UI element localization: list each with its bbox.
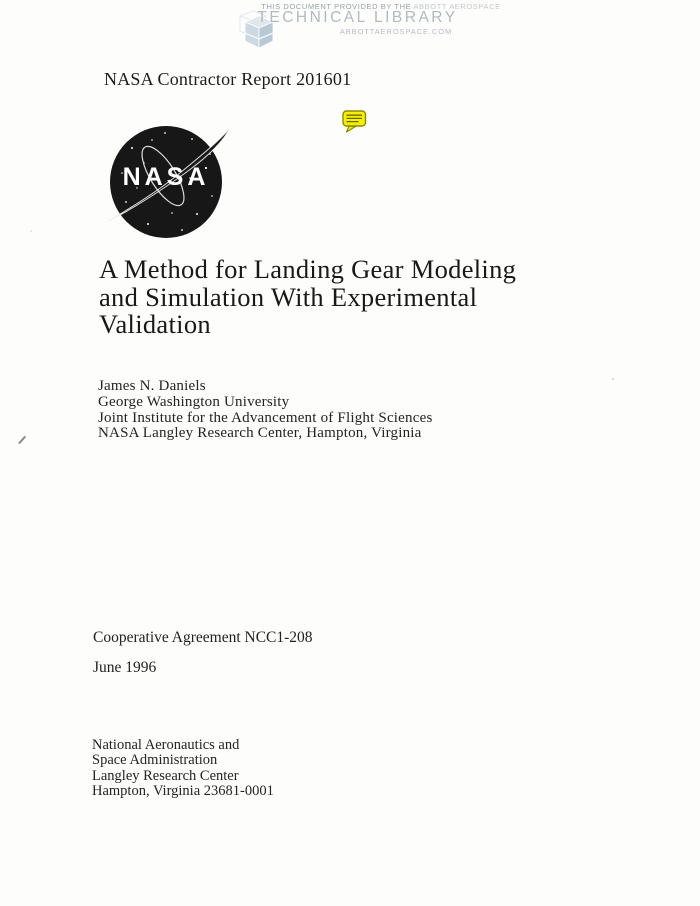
document-title [99, 256, 619, 339]
publisher-line-3: Langley Research Center [92, 767, 239, 784]
scan-artifact-dot [612, 378, 614, 380]
library-title: TECHNICAL LIBRARY [257, 9, 458, 26]
report-number: NASA Contractor Report 201601 [104, 69, 352, 89]
website-link[interactable]: ABBOTTAEROSPACE.COM [339, 27, 453, 36]
publisher-block [92, 738, 274, 800]
author-block [98, 379, 433, 442]
provider-brand-text: ABBOTT AEROSPACE [413, 2, 501, 11]
author-affiliation-1: George Washington University [98, 393, 290, 410]
author-affiliation-3: NASA Langley Research Center, Hampton, Virginia [98, 425, 422, 442]
title-line-3: Validation [99, 309, 211, 339]
publisher-line-2: Space Administration [92, 752, 218, 769]
provider-prefix-text: THIS DOCUMENT PROVIDED BY THE [261, 2, 412, 11]
author-name: James N. Daniels [98, 378, 206, 394]
title-line-2: and Simulation With Experimental [99, 281, 478, 312]
nasa-wordmark: NASA [122, 163, 210, 191]
cooperative-agreement: Cooperative Agreement NCC1-208 [93, 629, 313, 646]
publisher-line-1: National Aeronautics and [92, 737, 240, 753]
publisher-line-4: Hampton, Virginia 23681-0001 [92, 783, 274, 800]
author-affiliation-2: Joint Institute for the Advancement of Flight Sciences [98, 409, 433, 426]
comment-annotation-icon[interactable] [342, 110, 367, 134]
publication-date: June 1996 [93, 659, 157, 676]
title-line-1: A Method for Landing Gear Modeling [99, 254, 517, 284]
nasa-meatball-logo [102, 118, 248, 256]
scan-artifact-dot [30, 230, 32, 232]
scan-artifact-slash [18, 436, 26, 444]
